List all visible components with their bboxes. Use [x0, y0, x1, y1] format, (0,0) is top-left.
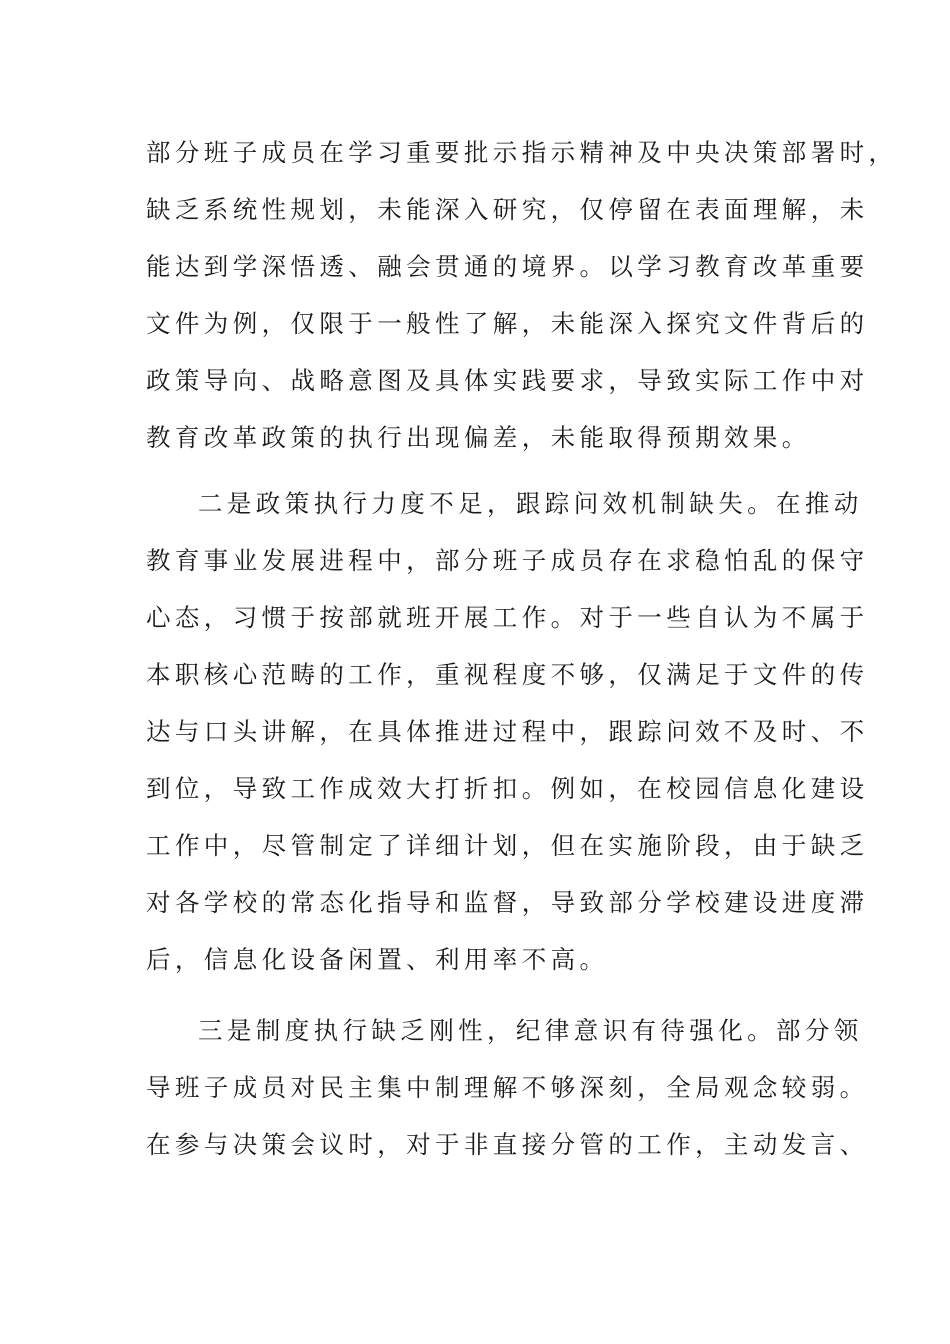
text-line: 在参与决策会议时，对于非直接分管的工作，主动发言、 — [146, 1130, 869, 1159]
text-line: 部分班子成员在学习重要批示指示精神及中央决策部署时， — [146, 138, 898, 167]
text-line: 教育事业发展进程中，部分班子成员存在求稳怕乱的保守 — [146, 546, 869, 575]
text-line: 文件为例，仅限于一般性了解，未能深入探究文件背后的 — [146, 309, 869, 338]
paragraph-2 — [146, 475, 869, 988]
text-line: 三是制度执行缺乏刚性，纪律意识有待强化。部分领 — [198, 1016, 863, 1045]
text-line: 缺乏系统性规划，未能深入研究，仅停留在表面理解，未 — [146, 195, 869, 224]
text-line: 二是政策执行力度不足，跟踪问效机制缺失。在推动 — [198, 489, 863, 518]
text-line: 教育改革政策的执行出现偏差，未能取得预期效果。 — [146, 423, 811, 452]
text-line: 心态，习惯于按部就班开展工作。对于一些自认为不属于 — [146, 603, 869, 632]
text-line: 政策导向、战略意图及具体实践要求，导致实际工作中对 — [146, 366, 869, 395]
text-line: 后，信息化设备闲置、利用率不高。 — [146, 945, 609, 974]
text-line: 能达到学深悟透、融会贯通的境界。以学习教育改革重要 — [146, 252, 869, 281]
paragraph-1 — [146, 124, 898, 466]
text-line: 本职核心范畴的工作，重视程度不够，仅满足于文件的传 — [146, 660, 869, 689]
text-line: 达与口头讲解，在具体推进过程中，跟踪问效不及时、不 — [146, 717, 869, 746]
text-line: 到位，导致工作成效大打折扣。例如，在校园信息化建设 — [146, 774, 869, 803]
paragraph-3 — [146, 1002, 869, 1173]
text-line: 导班子成员对民主集中制理解不够深刻，全局观念较弱。 — [146, 1073, 869, 1102]
text-line: 工作中，尽管制定了详细计划，但在实施阶段，由于缺乏 — [146, 831, 869, 860]
text-line: 对各学校的常态化指导和监督，导致部分学校建设进度滞 — [146, 888, 869, 917]
